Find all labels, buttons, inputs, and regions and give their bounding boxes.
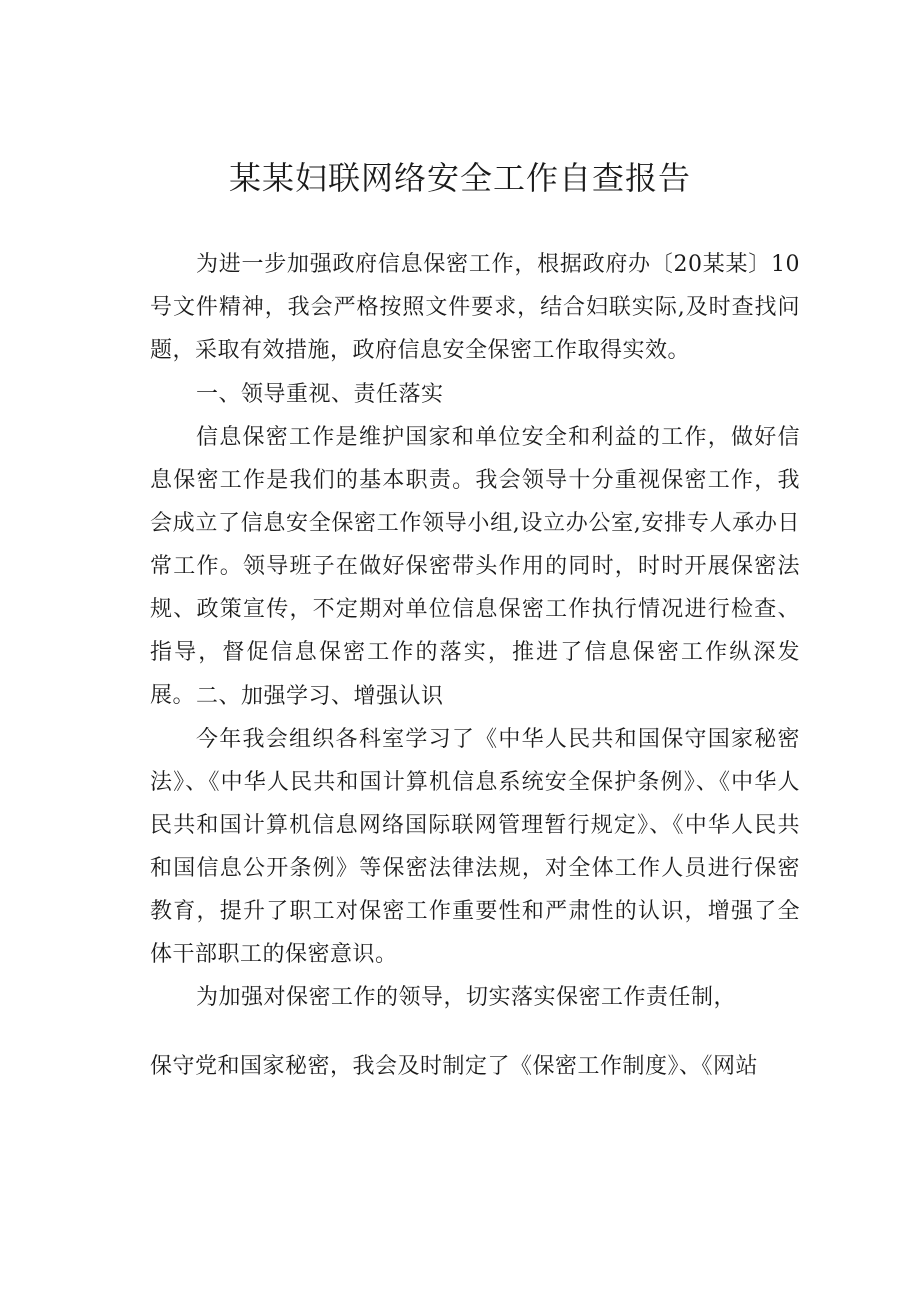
- paragraph-leadership: 信息保密工作是维护国家和单位安全和利益的工作，做好信息保密工作是我们的基本职责。我会领导十分重视保密工作，我会成立了信息安全保密工作领导小组,设立办公室,安排专人承办日常工作。领导班子在做好保密带头作用的同时，时时开展保密法规、政策宣传，不定期对单位信息保密工作执行情况进行检查、指导，督促信息保密工作的落实，推进了信息保密工作纵深发展。: [150, 425, 800, 708]
- paragraph-continuation: 保守党和国家秘密，我会及时制定了《保密工作制度》、《网站: [150, 1054, 759, 1079]
- paragraph-study: 今年我会组织各科室学习了《中华人民共和国保守国家秘密法》、《中华人民共和国计算机信息系统安全保护条例》、《中华人民共和国计算机信息网络国际联网管理暂行规定》、《中华人民共和国信息公开条例》等保密法律法规，对全体工作人员进行保密教育，提升了职工对保密工作重要性和严肃性的认识，增强了全体干部职工的保密意识。: [150, 727, 800, 967]
- paragraph-responsibility: 为加强对保密工作的领导，切实落实保密工作责任制，: [196, 985, 737, 1010]
- section-heading-2: 二、加强学习、增强认识: [196, 684, 444, 709]
- document-title: 某某妇联网络安全工作自查报告: [228, 159, 691, 197]
- paragraph-intro: 为进一步加强政府信息保密工作，根据政府办〔20某某〕10号文件精神，我会严格按照文件要求，结合妇联实际,及时查找问题，采取有效措施，政府信息安全保密工作取得实效。: [150, 252, 800, 363]
- section-heading-1: 一、领导重视、责任落实: [196, 382, 444, 407]
